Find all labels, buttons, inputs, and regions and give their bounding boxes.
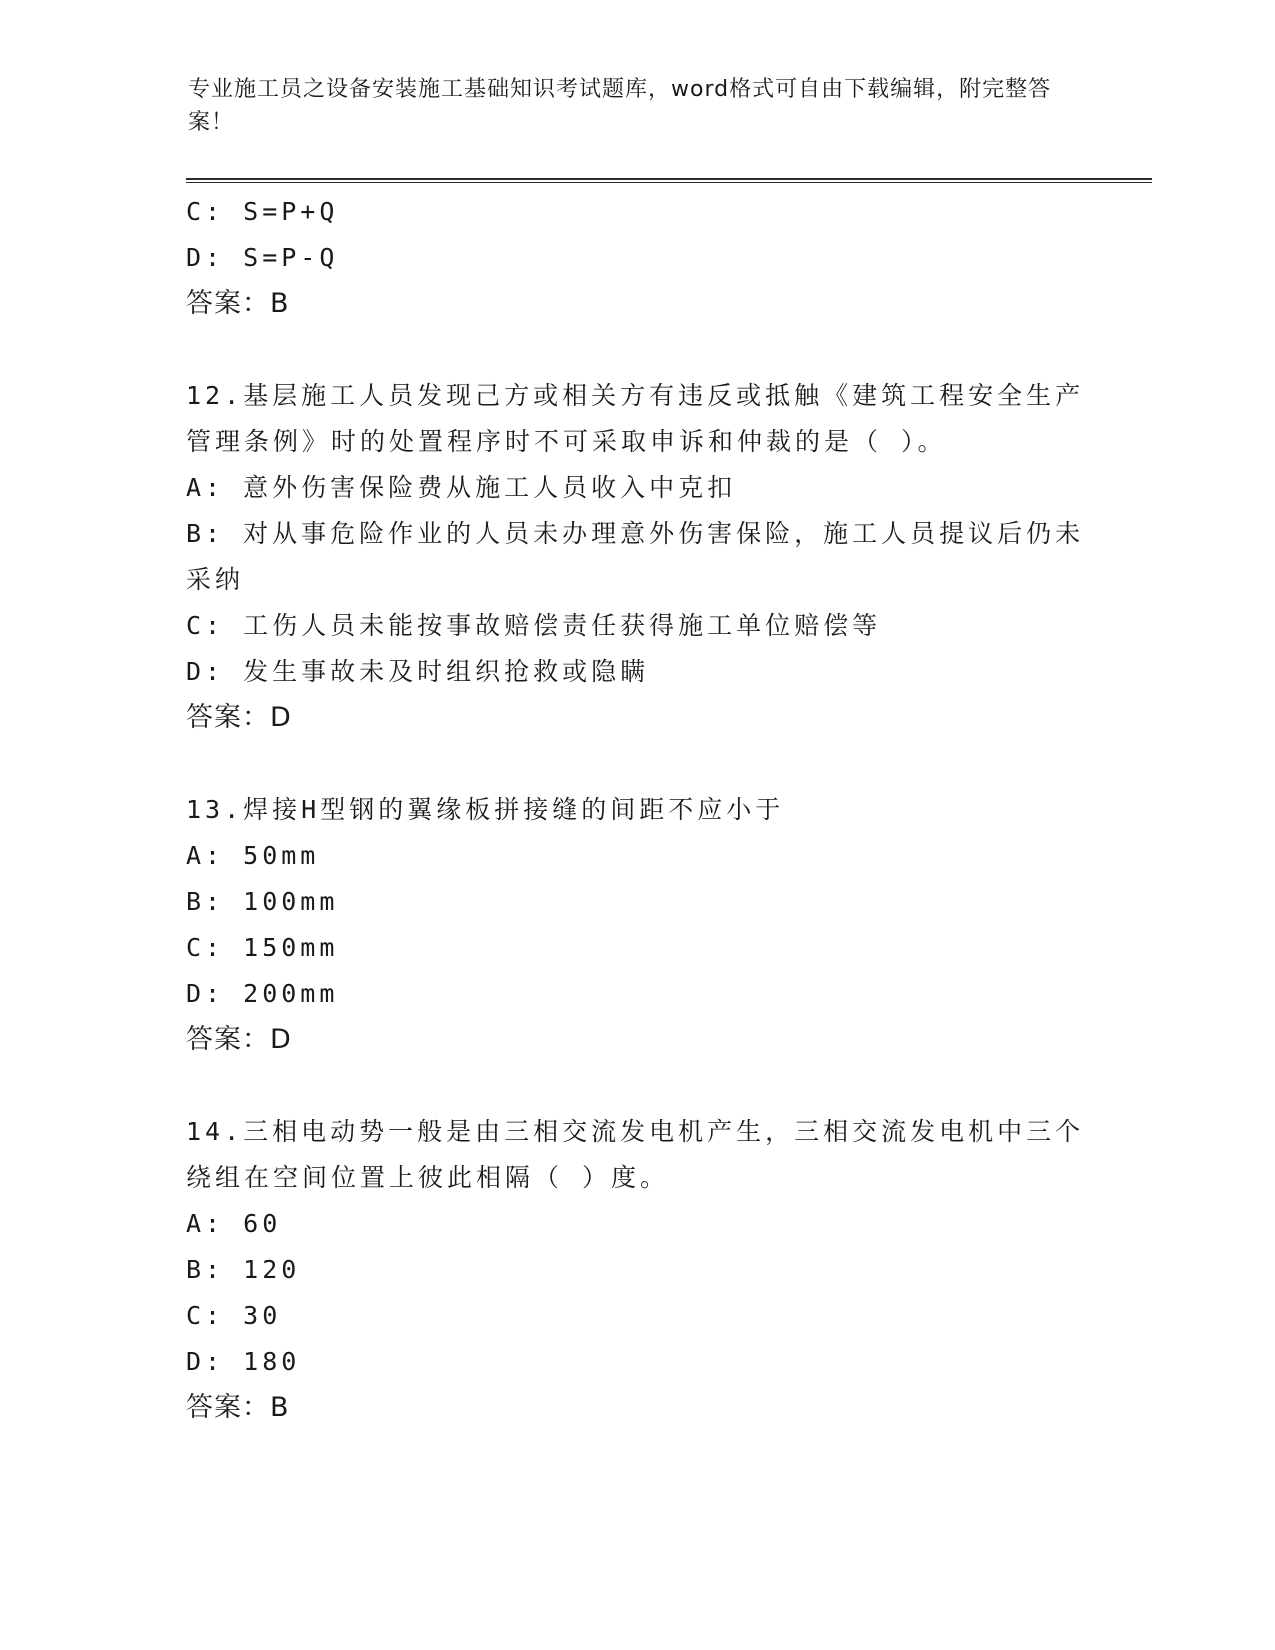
- question-list: [186, 189, 1086, 1431]
- question-13: [186, 787, 1086, 1063]
- question-stem: 12.基层施工人员发现己方或相关方有违反或抵触《建筑工程安全生产管理条例》时的处置程序时不可采取申诉和仲裁的是（ ）。: [186, 381, 1085, 456]
- answer-line: 答案：D: [186, 1024, 292, 1055]
- option-c: C: S=P+Q: [186, 197, 339, 226]
- question-stem: 14.三相电动势一般是由三相交流发电机产生，三相交流发电机中三个绕组在空间位置上彼此相隔（ ）度。: [186, 1117, 1085, 1192]
- option-d: D: 发生事故未及时组织抢救或隐瞒: [186, 657, 650, 686]
- document-header: 专业施工员之设备安装施工基础知识考试题库，word格式可自由下载编辑，附完整答案！: [188, 77, 1052, 135]
- carryover-question: [186, 189, 1086, 327]
- question-stem: 13.焊接H型钢的翼缘板拼接缝的间距不应小于: [186, 795, 785, 824]
- option-c: C: 150mm: [186, 933, 339, 962]
- option-c: C: 工伤人员未能按事故赔偿责任获得施工单位赔偿等: [186, 611, 882, 640]
- option-d: D: 180: [186, 1347, 301, 1376]
- option-a: A: 50mm: [186, 841, 320, 870]
- header-divider-thick: [186, 178, 1152, 180]
- option-b: B: 120: [186, 1255, 301, 1284]
- answer-line: 答案：D: [186, 702, 292, 733]
- header-divider-thin: [186, 182, 1152, 183]
- option-c: C: 30: [186, 1301, 282, 1330]
- option-d: D: 200mm: [186, 979, 339, 1008]
- option-b: B: 100mm: [186, 887, 339, 916]
- answer-line: 答案：B: [186, 288, 290, 319]
- option-a: A: 60: [186, 1209, 282, 1238]
- option-b: B: 对从事危险作业的人员未办理意外伤害保险，施工人员提议后仍未采纳: [186, 519, 1085, 594]
- question-14: [186, 1109, 1086, 1431]
- answer-line: 答案：B: [186, 1392, 290, 1423]
- question-12: [186, 373, 1086, 741]
- option-a: A: 意外伤害保险费从施工人员收入中克扣: [186, 473, 737, 502]
- option-d: D: S=P-Q: [186, 243, 339, 272]
